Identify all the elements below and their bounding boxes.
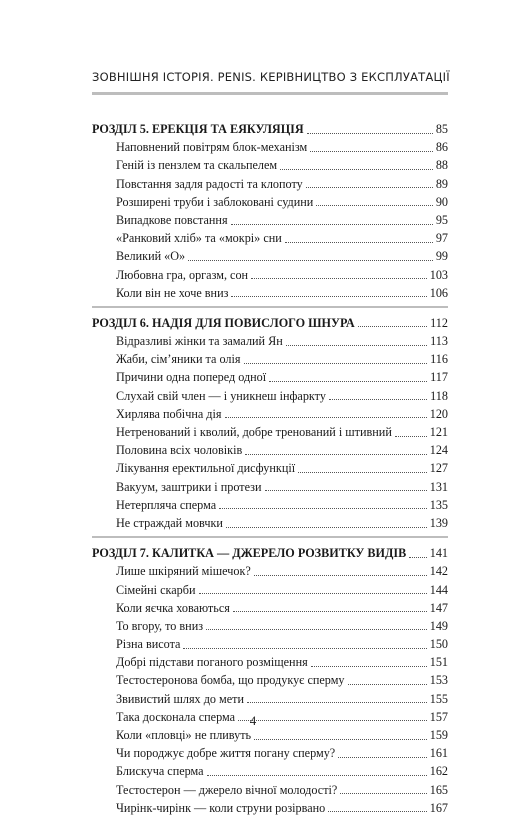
toc-chapter-entry-page-number: 112 [430, 315, 448, 330]
toc-entry[interactable] [92, 599, 448, 617]
toc-chapter-entry[interactable] [92, 544, 448, 562]
toc-chapter-entry[interactable] [92, 314, 448, 332]
toc-entry-title: Геній із пензлем та скальпелем [116, 158, 278, 173]
toc-entry-title: Нетренований і кволий, добре тренований і штивний [116, 425, 392, 439]
toc-entry-title: Любовна гра, оргазм, сон [116, 267, 249, 282]
toc-entry-page-number: 139 [429, 515, 448, 530]
toc-entry-page-number: 88 [435, 158, 448, 173]
toc-section [92, 314, 448, 532]
toc-entry-title: Лікування еректильної дисфункції [116, 461, 296, 476]
toc-entry-page-number: 155 [429, 691, 448, 706]
toc-entry-page-number: 153 [429, 673, 448, 688]
dot-leader [219, 508, 427, 509]
dot-leader [206, 629, 427, 630]
toc-entry-page-number: 147 [429, 600, 448, 615]
dot-leader [280, 169, 433, 170]
toc-entry[interactable] [92, 175, 448, 193]
toc-entry[interactable] [92, 799, 448, 817]
toc-entry[interactable] [92, 332, 448, 350]
toc-entry-title: Хирлява побічна дія [116, 406, 222, 421]
dot-leader [225, 417, 427, 418]
toc-entry[interactable] [92, 423, 448, 441]
toc-entry[interactable] [92, 156, 448, 174]
toc-entry-title: Нетерпляча сперма [116, 497, 217, 512]
dot-leader [199, 593, 427, 594]
toc-entry[interactable] [92, 562, 448, 580]
toc-entry-title: Блискуча сперма [116, 764, 204, 779]
dot-leader [265, 490, 427, 491]
toc-entry-page-number: 157 [429, 709, 448, 724]
toc-entry[interactable] [92, 405, 448, 423]
dot-leader [409, 557, 426, 558]
dot-leader [358, 326, 428, 327]
toc-entry-page-number: 151 [429, 655, 448, 670]
dot-leader [207, 775, 427, 776]
toc-entry[interactable] [92, 211, 448, 229]
toc-entry-title: То вгору, то вниз [116, 618, 204, 633]
toc-entry[interactable] [92, 387, 448, 405]
dot-leader [188, 260, 433, 261]
dot-leader [251, 278, 427, 279]
toc-entry-title: Причини одна поперед одної [116, 370, 267, 385]
dot-leader [233, 611, 427, 612]
toc-chapter-entry-page-number: 141 [429, 546, 448, 561]
toc-entry-title: Коли «пловці» не пливуть [116, 728, 252, 742]
toc-entry-page-number: 149 [429, 618, 448, 633]
dot-leader [231, 224, 433, 225]
header-rule [92, 92, 448, 95]
dot-leader [183, 648, 426, 649]
toc-entry[interactable] [92, 229, 448, 247]
toc-entry-page-number: 116 [430, 352, 448, 367]
dot-leader [244, 363, 428, 364]
section-divider [92, 306, 448, 308]
toc-entry-title: Чи породжує добре життя погану сперму? [116, 746, 336, 761]
toc-entry[interactable] [92, 653, 448, 671]
toc-entry-title: Звивистий шлях до мети [116, 691, 245, 706]
toc-entry-page-number: 127 [429, 461, 448, 476]
toc-entry-page-number: 103 [429, 267, 448, 282]
toc-entry[interactable] [92, 193, 448, 211]
dot-leader [316, 205, 433, 206]
toc-entry-title: Лише шкіряний мішечок? [116, 564, 251, 579]
toc-entry-page-number: 144 [429, 582, 448, 597]
toc-entry-title: Великий «О» [116, 249, 186, 264]
toc-entry[interactable] [92, 762, 448, 780]
toc-entry-page-number: 106 [429, 285, 448, 300]
toc-entry-page-number: 131 [429, 479, 448, 494]
toc-entry-page-number: 90 [435, 194, 448, 209]
toc-entry-title: Така досконала сперма [116, 709, 236, 724]
toc-entry[interactable] [92, 478, 448, 496]
dot-leader [254, 739, 427, 740]
toc-chapter-entry-title: РОЗДІЛ 5. ЕРЕКЦІЯ ТА ЕЯКУЛЯЦІЯ [92, 122, 304, 136]
toc-entry-title: Вакуум, заштрики і протези [116, 479, 262, 494]
toc-entry[interactable] [92, 496, 448, 514]
toc-entry-page-number: 165 [429, 782, 448, 797]
toc-entry[interactable] [92, 617, 448, 635]
toc-chapter-entry[interactable] [92, 120, 448, 138]
dot-leader [311, 666, 427, 667]
toc-entry-title: Слухай свій член — і уникнеш інфаркту [116, 388, 326, 403]
toc-entry-title: Жаби, сім’яники та олія [116, 352, 241, 367]
toc-entry-page-number: 135 [429, 497, 448, 512]
toc-entry-title: Добрі підстави поганого розміщення [116, 655, 308, 670]
toc-entry[interactable] [92, 671, 448, 689]
toc-entry-page-number: 95 [435, 212, 448, 227]
toc-entry-page-number: 117 [430, 370, 448, 385]
dot-leader [254, 575, 427, 576]
toc-entry[interactable] [92, 581, 448, 599]
toc-entry[interactable] [92, 247, 448, 265]
toc-entry-title: Не страждай мовчки [116, 515, 223, 530]
toc-entry-title: Половина всіх чоловіків [116, 443, 243, 458]
toc-entry[interactable] [92, 690, 448, 708]
dot-leader [285, 242, 433, 243]
toc-entry-title: Тестостерон — джерело вічної молодості? [116, 782, 338, 797]
toc-entry-title: Сімейні скарби [116, 582, 196, 597]
toc-entry[interactable] [92, 350, 448, 368]
dot-leader [286, 345, 427, 346]
toc-entry-title: Чирінк-чирінк — коли струни розірвано [116, 800, 326, 815]
dot-leader [348, 684, 427, 685]
toc-chapter-entry-title: РОЗДІЛ 6. НАДІЯ ДЛЯ ПОВИСЛОГО ШНУРА [92, 315, 355, 330]
toc-entry-page-number: 121 [429, 425, 448, 439]
toc-entry[interactable] [92, 744, 448, 762]
dot-leader [306, 187, 433, 188]
toc-entry[interactable] [92, 781, 448, 799]
toc-chapter-entry-title: РОЗДІЛ 7. КАЛИТКА — ДЖЕРЕЛО РОЗВИТКУ ВИДІВ [92, 546, 407, 561]
toc-entry[interactable] [92, 514, 448, 532]
toc-entry-title: Коли яєчка ховаються [116, 600, 230, 615]
toc-entry[interactable] [92, 266, 448, 284]
dot-leader [226, 527, 427, 528]
toc-entry-page-number: 99 [435, 249, 448, 264]
toc-entry-title: Тестостеронова бомба, що продукує сперму [116, 673, 345, 688]
toc-entry-page-number: 159 [429, 728, 448, 742]
dot-leader [310, 151, 433, 152]
toc-entry-title: Відразливі жінки та замалий Ян [116, 334, 283, 349]
dot-leader [307, 133, 433, 134]
toc-entry[interactable] [92, 441, 448, 459]
toc-section [92, 544, 448, 817]
toc-entry-page-number: 161 [429, 746, 448, 761]
toc-entry-title: Наповнений повітрям блок-механізм [116, 140, 308, 155]
toc-entry-title: Розширені труби і заблоковані судини [116, 194, 314, 209]
dot-leader [395, 436, 427, 437]
toc-entry-page-number: 124 [429, 443, 448, 458]
toc-entry-title: Випадкове повстання [116, 212, 228, 227]
dot-leader [247, 702, 427, 703]
toc-entry-page-number: 89 [435, 176, 448, 191]
toc-entry-page-number: 97 [435, 231, 448, 246]
toc-section [92, 120, 448, 302]
toc-entry-title: Різна висота [116, 637, 181, 652]
dot-leader [329, 399, 427, 400]
toc-entry[interactable] [92, 138, 448, 156]
page-number: 4 [249, 713, 257, 728]
toc-entry-page-number: 167 [429, 800, 448, 815]
toc-entry[interactable] [92, 284, 448, 302]
dot-leader [269, 381, 427, 382]
toc-entry-page-number: 142 [429, 564, 448, 579]
toc-entry[interactable] [92, 635, 448, 653]
dot-leader [298, 472, 427, 473]
toc-entry-title: «Ранковий хліб» та «мокрі» сни [116, 231, 282, 246]
toc-entry-page-number: 113 [430, 334, 448, 349]
dot-leader [340, 793, 426, 794]
section-divider [92, 536, 448, 538]
toc-entry-page-number: 86 [435, 140, 448, 155]
toc-entry-page-number: 150 [429, 637, 448, 652]
toc-entry-page-number: 162 [429, 764, 448, 779]
dot-leader [231, 296, 426, 297]
dot-leader [328, 811, 426, 812]
dot-leader [338, 757, 426, 758]
toc-entry-title: Повстання задля радості та клопоту [116, 176, 303, 191]
dot-leader [245, 454, 426, 455]
toc-entry-page-number: 118 [430, 388, 448, 403]
toc-entry-title: Коли він не хоче вниз [116, 285, 229, 300]
toc-entry-page-number: 120 [429, 406, 448, 421]
toc-entry[interactable] [92, 368, 448, 386]
toc-entry[interactable] [92, 459, 448, 477]
toc-chapter-entry-page-number: 85 [435, 122, 448, 136]
running-header: ЗОВНІШНЯ ІСТОРІЯ. PENIS. КЕРІВНИЦТВО З ЕКСПЛУАТАЦІЇ [92, 70, 450, 84]
